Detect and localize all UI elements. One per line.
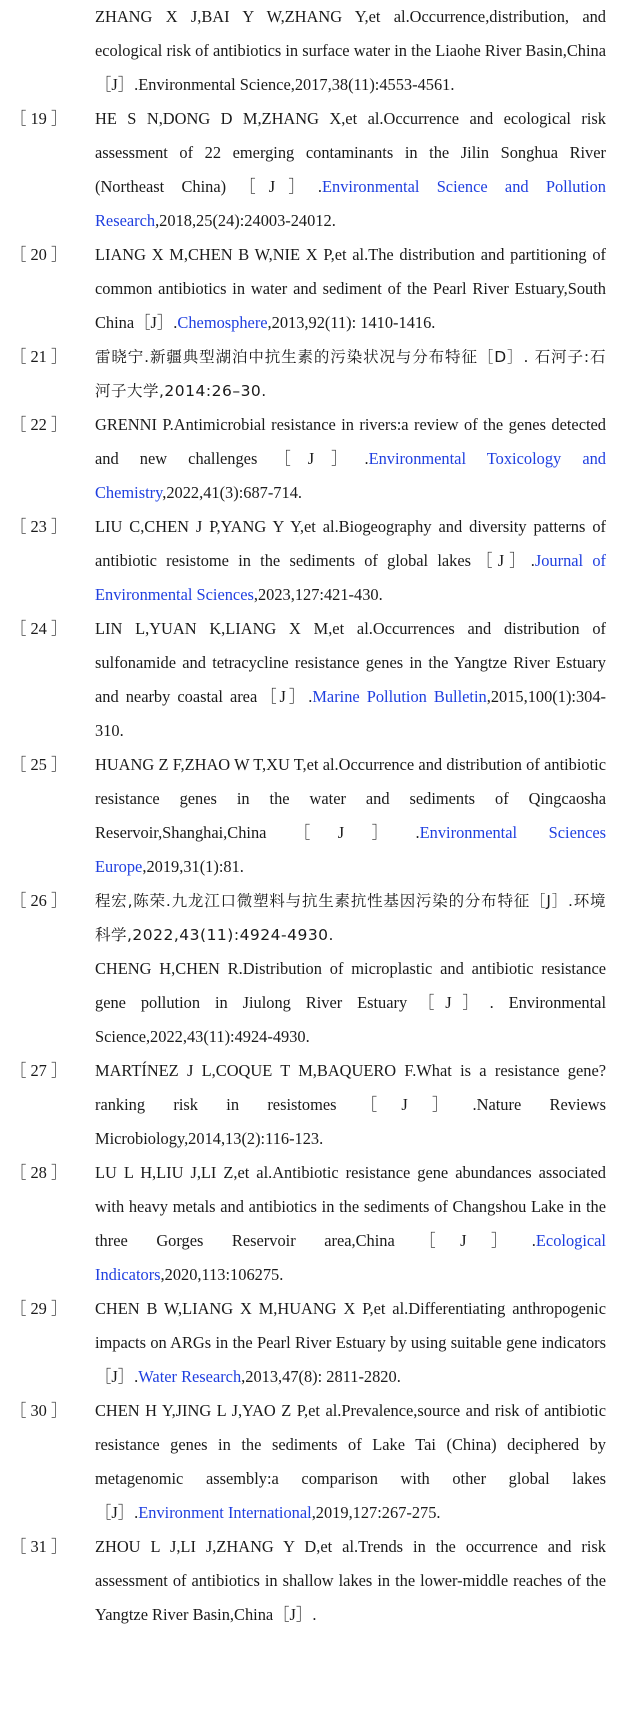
reference-segment: ,2019,31(1):81. [142,857,244,876]
reference-segment: GRENNI P.Antimicrobial resistance in rivers:a review of the genes detected and new challenges［J］. [95,415,606,468]
reference-segment: 雷晓宁.新疆典型湖泊中抗生素的污染状况与分布特征［D］. 石河子:石河子大学,2014:26–30. [95,348,606,400]
reference-text [95,612,606,748]
journal-link[interactable]: Environmental Toxicology and Chemistry [95,449,606,502]
reference-item [0,510,618,612]
reference-number: ［ 31 ］ [10,1537,68,1556]
reference-segment: HUANG Z F,ZHAO W T,XU T,et al.Occurrence and distribution of antibiotic resistance genes in the water and sediments of Qingcaosha Reservoir,Shanghai,China［J］. [95,755,606,842]
reference-text [95,510,606,612]
reference-segment: 程宏,陈荣.九龙江口微塑料与抗生素抗性基因污染的分布特征［J］.环境科学,2022,43(11):4924-4930. [95,892,606,944]
reference-item [0,340,618,408]
reference-text [95,1292,606,1394]
reference-item [0,0,618,102]
reference-item [0,1156,618,1292]
journal-link[interactable]: Journal of Environmental Sciences [95,551,606,604]
reference-segment: LIU C,CHEN J P,YANG Y Y,et al.Biogeography and diversity patterns of antibiotic resistome in the sediments of global lakes［J］. [95,517,606,570]
reference-item [0,238,618,340]
reference-segment: LIANG X M,CHEN B W,NIE X P,et al.The distribution and partitioning of common antibiotics in water and sediment of the Pearl River Estuary,South China［J］. [95,245,606,332]
reference-text [95,102,606,238]
reference-number: ［ 24 ］ [10,619,68,638]
reference-number: ［ 29 ］ [10,1299,68,1318]
reference-segment: LIN L,YUAN K,LIANG X M,et al.Occurrences and distribution of sulfonamide and tetracycline resistance genes in the Yangtze River Estuary and nearby coastal area［J］. [95,619,606,706]
reference-text [95,748,606,884]
reference-text [95,1156,606,1292]
reference-segment: ,2013,47(8): 2811-2820. [241,1367,401,1386]
reference-segment: ZHOU L J,LI J,ZHANG Y D,et al.Trends in the occurrence and risk assessment of antibiotics in shallow lakes in the lower-middle reaches of the Yangtze River Basin,China［J］. [95,1537,606,1624]
reference-item [0,1530,618,1632]
reference-number: ［ 30 ］ [10,1401,68,1420]
reference-item [0,1394,618,1530]
reference-segment: ,2013,92(11): 1410-1416. [267,313,436,332]
reference-text [95,238,606,340]
reference-number: ［ 22 ］ [10,415,68,434]
reference-text [95,408,606,510]
reference-item [0,1054,618,1156]
reference-translation: CHENG H,CHEN R.Distribution of microplastic and antibiotic resistance gene pollution in Jiulong River Estuary［J］. Environmental Science,2022,43(11):4924-4930. [95,959,606,1046]
reference-number: ［ 19 ］ [10,109,68,128]
reference-text [95,1530,606,1632]
reference-item [0,1292,618,1394]
reference-text [95,340,606,408]
reference-text [95,0,606,102]
reference-segment: CHEN B W,LIANG X M,HUANG X P,et al.Differentiating anthropogenic impacts on ARGs in the Pearl River Estuary by using suitable gene indicators［J］. [95,1299,606,1386]
reference-segment: MARTÍNEZ J L,COQUE T M,BAQUERO F.What is a resistance gene?ranking risk in resistomes［J］.Nature Reviews Microbiology,2014,13(2):116-123. [95,1061,606,1148]
journal-link[interactable]: Marine Pollution Bulletin [312,687,487,706]
journal-link[interactable]: Chemosphere [177,313,268,332]
reference-segment: ,2022,41(3):687-714. [162,483,302,502]
journal-link[interactable]: Environment International [138,1503,312,1522]
reference-item [0,612,618,748]
journal-link[interactable]: Ecological Indicators [95,1231,606,1284]
reference-item [0,748,618,884]
reference-text [95,884,606,952]
reference-number: ［ 28 ］ [10,1163,68,1182]
reference-item [0,884,618,1054]
reference-number: ［ 25 ］ [10,755,68,774]
reference-segment: ,2023,127:421-430. [253,585,383,604]
reference-number: ［ 21 ］ [10,347,68,366]
reference-number: ［ 27 ］ [10,1061,68,1080]
reference-segment: ,2019,127:267-275. [311,1503,441,1522]
reference-segment: LU L H,LIU J,LI Z,et al.Antibiotic resistance gene abundances associated with heavy metals and antibiotics in the sediments of Changshou Lake in the three Gorges Reservoir area,China［J］. [95,1163,606,1250]
journal-link[interactable]: Environmental Science and Pollution Research [95,177,606,230]
reference-item [0,102,618,238]
reference-number: ［ 23 ］ [10,517,68,536]
reference-segment: ,2015,100(1):304-310. [95,687,607,740]
journal-link[interactable]: Environmental Sciences Europe [95,823,606,876]
reference-text [95,1054,606,1156]
reference-segment: CHEN H Y,JING L J,YAO Z P,et al.Prevalence,source and risk of antibiotic resistance genes in the sediments of Lake Tai (China) deciphered by metagenomic assembly:a comparison with other global lakes［J］. [95,1401,606,1522]
reference-segment: ,2018,25(24):24003-24012. [155,211,336,230]
reference-number: ［ 20 ］ [10,245,68,264]
journal-link[interactable]: Water Research [138,1367,242,1386]
reference-segment: ZHANG X J,BAI Y W,ZHANG Y,et al.Occurrence,distribution, and ecological risk of antibiotics in surface water in the Liaohe River Basin,China［J］.Environmental Science,2017,38(11):4553-4561. [95,7,606,94]
reference-item [0,408,618,510]
reference-segment: HE S N,DONG D M,ZHANG X,et al.Occurrence and ecological risk assessment of 22 emerging contaminants in the Jilin Songhua River (Northeast China)［J］. [95,109,606,196]
reference-number: ［ 26 ］ [10,891,68,910]
reference-text [95,1394,606,1530]
reference-segment: ,2020,113:106275. [160,1265,284,1284]
